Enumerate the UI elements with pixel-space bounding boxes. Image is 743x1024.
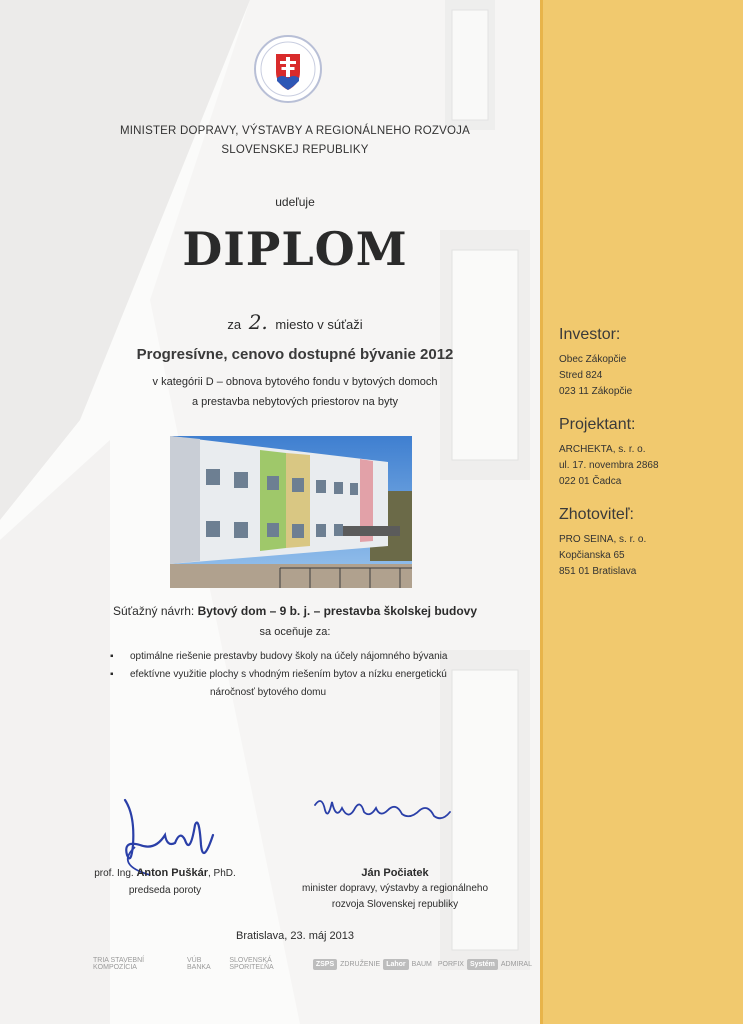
- investor-block: [559, 326, 739, 400]
- projektant-line: 022 01 Čadca: [559, 476, 622, 487]
- rated-for-text: sa oceňuje za:: [259, 626, 331, 638]
- sponsor-logo: ADMIRAL: [500, 960, 532, 968]
- list-item-text: optimálne riešenie prestavby budovy školy na účely nájomného bývania: [130, 651, 448, 662]
- credits-sidebar: [540, 0, 743, 1024]
- place-line: [60, 310, 530, 334]
- proposal-line: [60, 604, 530, 618]
- investor-title: Investor:: [559, 326, 621, 343]
- merit-list: [110, 648, 530, 702]
- proposal-name: Bytový dom – 9 b. j. – prestavba školskej budovy: [197, 604, 477, 618]
- place-prefix: za: [227, 317, 242, 332]
- signatory-left: [55, 865, 275, 899]
- zhotovitel-line: PRO SEINA, s. r. o.: [559, 534, 647, 545]
- list-item-text: efektívne využitie plochy s vhodným riešením bytov a nízku energetickú: [130, 669, 447, 680]
- sponsor-logo: Systém: [467, 959, 498, 970]
- category-text: [60, 372, 530, 412]
- zhotovitel-line: Kopčianska 65: [559, 550, 625, 561]
- place-number: 2.: [248, 310, 268, 334]
- place-suffix: miesto v súťaži: [275, 317, 363, 332]
- signature-right: [310, 790, 470, 835]
- investor-line: Obec Zákopčie: [559, 354, 627, 365]
- bullet-icon: ▪: [110, 651, 114, 662]
- left-role: predseda poroty: [128, 885, 202, 896]
- sponsor-logo: ZSPS: [313, 959, 337, 970]
- sponsor-logos: [90, 955, 535, 973]
- ministry-emblem-icon: [253, 34, 323, 104]
- proposal-label: Súťažný návrh:: [113, 604, 195, 618]
- projektant-line: ul. 17. novembra 2868: [559, 460, 659, 471]
- sponsor-logo: SLOVENSKÁ SPORITEĽŇA: [229, 957, 274, 971]
- projektant-block: [559, 416, 739, 490]
- investor-line: Stred 824: [559, 370, 603, 381]
- ministry-line-1: MINISTER DOPRAVY, VÝSTAVBY A REGIONÁLNEHO ROZVOJA: [120, 125, 470, 137]
- sponsor-logo: TRIA STAVEBNÍ KOMPOZÍCIA: [93, 957, 145, 971]
- signatory-right: [290, 865, 500, 913]
- sponsor-logo: VÚB BANKA: [187, 957, 211, 971]
- investor-line: 023 11 Zákopčie: [559, 386, 633, 397]
- projektant-title: Projektant:: [559, 416, 636, 433]
- list-item: [110, 648, 530, 666]
- awards-text: udeľuje: [275, 195, 315, 209]
- sponsor-logo: PORFIX: [437, 960, 464, 968]
- zhotovitel-line: 851 01 Bratislava: [559, 566, 637, 577]
- category-line-1: v kategórii D – obnova bytového fondu v bytových domoch: [152, 376, 438, 388]
- left-title: prof. Ing.: [94, 868, 134, 879]
- building-photo: [170, 436, 412, 588]
- sponsor-logo: ZDRUŽENIE: [340, 960, 381, 968]
- place-date: Bratislava, 23. máj 2013: [235, 930, 354, 942]
- diploma-title: DIPLOM: [182, 222, 408, 276]
- projektant-line: ARCHEKTA, s. r. o.: [559, 444, 646, 455]
- left-name: Anton Puškár: [136, 867, 208, 879]
- sponsor-logo: BAUM: [411, 960, 432, 968]
- right-name: Ján Počiatek: [361, 867, 429, 879]
- right-role-line-2: rozvoja Slovenskej republiky: [331, 899, 459, 910]
- contest-name: Progresívne, cenovo dostupné bývanie 2012: [136, 346, 454, 363]
- zhotovitel-title: Zhotoviteľ:: [559, 506, 634, 523]
- bullet-icon: ▪: [110, 669, 114, 680]
- ministry-line-2: SLOVENSKEJ REPUBLIKY: [221, 144, 369, 156]
- category-line-2: a prestavba nebytových priestorov na byty: [191, 396, 399, 408]
- left-suffix: , PhD.: [207, 868, 236, 879]
- sponsor-logo: Lahor: [383, 959, 408, 970]
- list-item-text: náročnosť bytového domu: [210, 687, 327, 698]
- ministry-heading: [60, 122, 530, 160]
- list-item: [110, 666, 530, 684]
- list-item-continuation: [110, 684, 530, 702]
- right-role-line-1: minister dopravy, výstavby a regionálneho: [301, 883, 489, 894]
- zhotovitel-block: [559, 506, 739, 580]
